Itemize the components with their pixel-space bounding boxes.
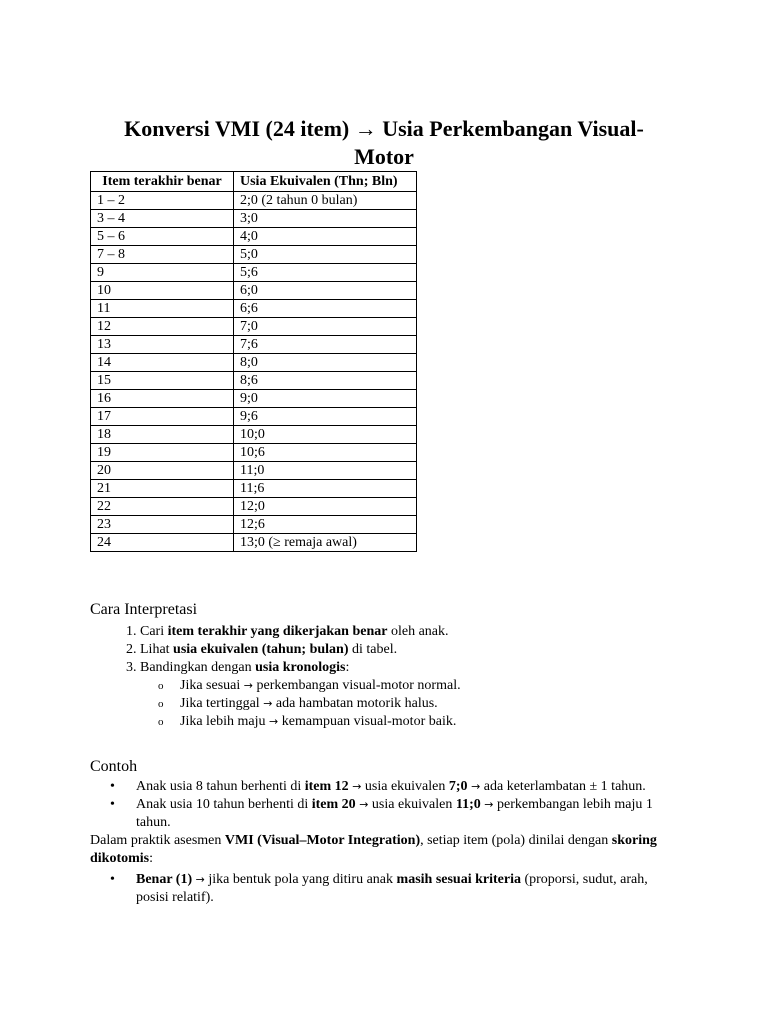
item-range-cell: 13 (91, 336, 234, 354)
scoring-item: • Benar (1) → jika bentuk pola yang ditiru anak masih sesuai kriteria (proporsi, sudut, arah, posisi relatif). (110, 872, 648, 905)
age-equivalent-cell: 10;6 (234, 444, 417, 462)
item-range-cell: 16 (91, 390, 234, 408)
table-row (91, 264, 417, 282)
age-equivalent-cell: 10;0 (234, 426, 417, 444)
table-row (91, 372, 417, 390)
age-equivalent-cell: 4;0 (234, 228, 417, 246)
example-section (90, 778, 670, 907)
scoring-paragraph: Dalam praktik asesmen VMI (Visual–Motor Integration), setiap item (pola) dinilai dengan skoring dikotomis: (90, 833, 657, 866)
table-row (91, 228, 417, 246)
age-equivalent-cell: 12;0 (234, 498, 417, 516)
conversion-table (90, 171, 417, 552)
item-range-cell: 5 – 6 (91, 228, 234, 246)
table-row (91, 534, 417, 552)
interpretation-section (90, 623, 670, 731)
item-range-cell: 24 (91, 534, 234, 552)
table-row (91, 354, 417, 372)
item-range-cell: 18 (91, 426, 234, 444)
example-heading: Contoh (90, 758, 138, 775)
age-equivalent-cell: 5;6 (234, 264, 417, 282)
item-range-cell: 22 (91, 498, 234, 516)
example-item: • Anak usia 8 tahun berhenti di item 12 → usia ekuivalen 7;0 → ada keterlambatan ± 1 tahun. (110, 779, 646, 794)
interpretation-heading: Cara Interpretasi (90, 601, 198, 618)
step-item: 1. Cari item terakhir yang dikerjakan benar oleh anak. (140, 623, 670, 641)
comparison-item: o Jika lebih maju → kemampuan visual-motor baik. (158, 714, 457, 729)
table-row (91, 408, 417, 426)
age-equivalent-cell: 11;0 (234, 462, 417, 480)
table-row (91, 246, 417, 264)
table-row (91, 282, 417, 300)
example-item: • Anak usia 10 tahun berhenti di item 20 → usia ekuivalen 11;0 → perkembangan lebih maju 1 tahun. (110, 797, 653, 830)
age-equivalent-cell: 13;0 (≥ remaja awal) (234, 534, 417, 552)
age-equivalent-cell: 11;6 (234, 480, 417, 498)
age-equivalent-cell: 8;0 (234, 354, 417, 372)
scoring-list (90, 871, 670, 907)
item-range-cell: 9 (91, 264, 234, 282)
item-range-cell: 21 (91, 480, 234, 498)
item-range-cell: 1 – 2 (91, 192, 234, 210)
age-equivalent-cell: 7;0 (234, 318, 417, 336)
age-equivalent-cell: 9;0 (234, 390, 417, 408)
age-equivalent-cell: 6;6 (234, 300, 417, 318)
table-row (91, 516, 417, 534)
age-equivalent-cell: 6;0 (234, 282, 417, 300)
item-range-cell: 14 (91, 354, 234, 372)
item-range-cell: 17 (91, 408, 234, 426)
item-range-cell: 12 (91, 318, 234, 336)
table-header-row (91, 172, 417, 192)
page-title: Konversi VMI (24 item) → Usia Perkembangan Visual-Motor (124, 116, 644, 169)
table-row (91, 300, 417, 318)
table-row (91, 318, 417, 336)
age-equivalent-cell: 5;0 (234, 246, 417, 264)
table-body (91, 192, 417, 552)
table-row (91, 336, 417, 354)
item-range-cell: 11 (91, 300, 234, 318)
step-item: 3. Bandingkan dengan usia kronologis: o Jika sesuai → perkembangan visual-motor normal. o Jika tertinggal → ada hambatan motorik halus. o Jika lebih maju → kemampuan visual-motor baik. (140, 659, 670, 731)
table-row (91, 210, 417, 228)
table-row (91, 192, 417, 210)
comparison-list (140, 677, 670, 731)
age-equivalent-cell: 8;6 (234, 372, 417, 390)
step-item: 2. Lihat usia ekuivalen (tahun; bulan) di tabel. (140, 641, 670, 659)
item-range-cell: 23 (91, 516, 234, 534)
comparison-item: o Jika sesuai → perkembangan visual-motor normal. (158, 678, 461, 693)
table-row (91, 498, 417, 516)
age-equivalent-cell: 2;0 (2 tahun 0 bulan) (234, 192, 417, 210)
header-age: Usia Ekuivalen (Thn; Bln) (234, 172, 417, 192)
age-equivalent-cell: 3;0 (234, 210, 417, 228)
table-row (91, 426, 417, 444)
header-item: Item terakhir benar (91, 172, 234, 192)
interpretation-steps (90, 623, 670, 731)
table-row (91, 444, 417, 462)
item-range-cell: 3 – 4 (91, 210, 234, 228)
age-equivalent-cell: 12;6 (234, 516, 417, 534)
item-range-cell: 7 – 8 (91, 246, 234, 264)
table-row (91, 390, 417, 408)
age-equivalent-cell: 9;6 (234, 408, 417, 426)
item-range-cell: 20 (91, 462, 234, 480)
age-equivalent-cell: 7;6 (234, 336, 417, 354)
table-row (91, 480, 417, 498)
item-range-cell: 10 (91, 282, 234, 300)
table-row (91, 462, 417, 480)
comparison-item: o Jika tertinggal → ada hambatan motorik halus. (158, 696, 438, 711)
item-range-cell: 19 (91, 444, 234, 462)
example-list (90, 778, 670, 832)
item-range-cell: 15 (91, 372, 234, 390)
